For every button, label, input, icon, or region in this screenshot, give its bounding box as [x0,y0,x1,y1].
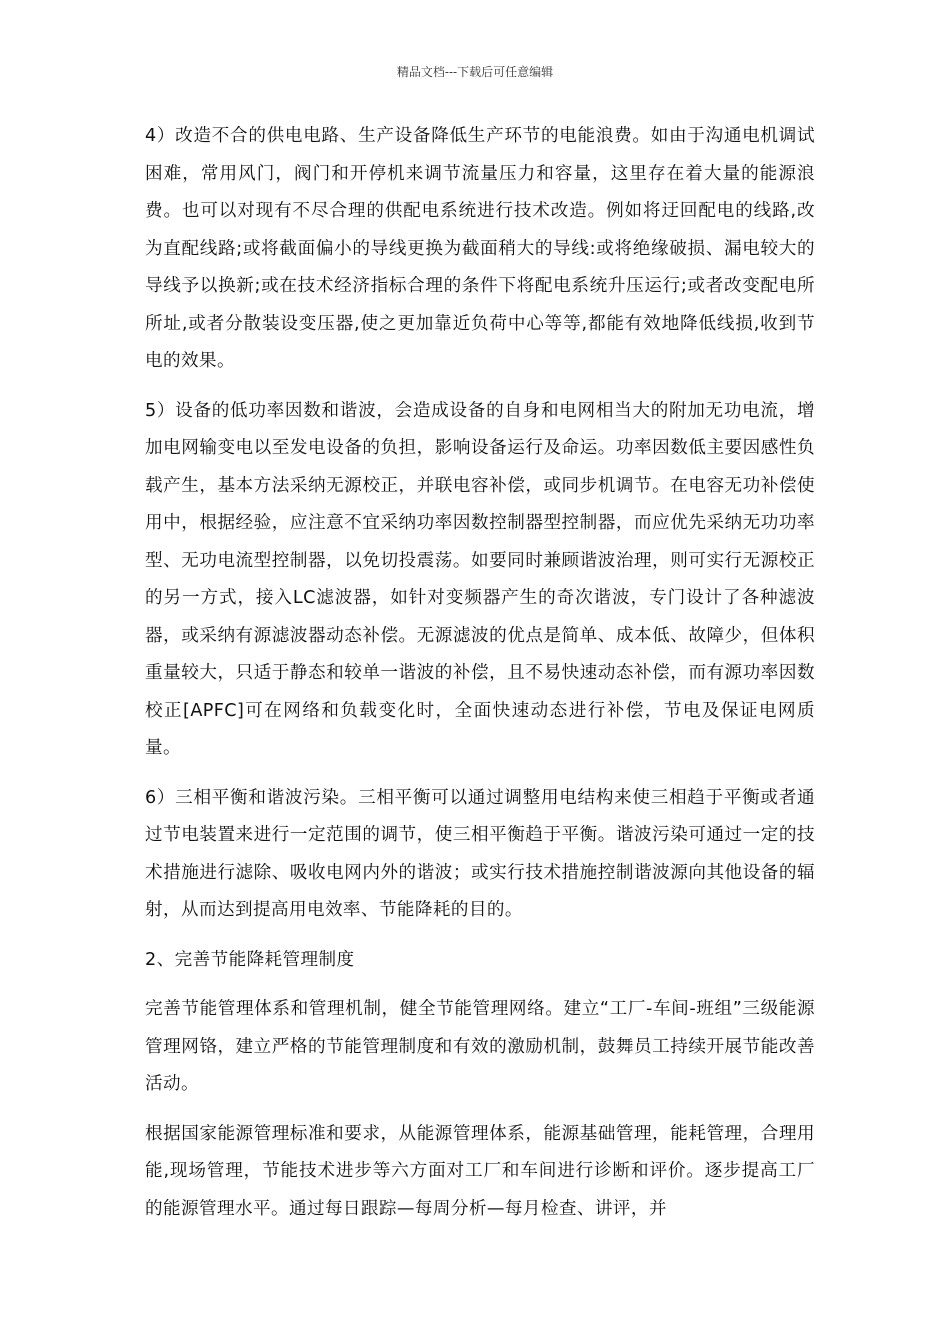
document-body [145,118,815,1240]
paragraph-management-system: 完善节能管理体系和管理机制，健全节能管理网络。建立“工厂-车间-班组”三级能源管理网铬，建立严格的节能管理制度和有效的激励机制，鼓舞员工持续开展节能改善活动。 [145,999,815,1094]
page-header: 精品文档---下载后可任意编辑 [396,65,554,79]
paragraph-item-6: 6）三相平衡和谐波污染。三相平衡可以通过调整用电结构来使三相趋于平衡或者通过节电装置来进行一定范围的调节，使三相平衡趋于平衡。谐波污染可通过一定的技术措施进行滤除、吸收电网内外的谐波；或实行技术措施控制谐波源向其他设备的辐射，从而达到提高用电效率、节能降耗的目的。 [145,787,815,920]
paragraph-item-4: 4）改造不合的供电电路、生产设备降低生产环节的电能浪费。如由于沟通电机调试困难，常用风门，阀门和开停机来调节流量压力和容量，这里存在着大量的能源浪费。也可以对现有不尽合理的供配电系统进行技术改造。例如将迂回配电的线路,改为直配线路;或将截面偏小的导线更换为截面稍大的导线:或将绝缘破损、漏电较大的导线予以换新;或在技术经济指标合理的条件下将配电系统升压运行;或者改变配电所所址,或者分散装设变压器,使之更加靠近负荷中心等等,都能有效地降低线损,收到节电的效果。 [145,126,815,371]
section-heading-2: 2、完善节能降耗管理制度 [145,949,355,970]
paragraph-item-5: 5）设备的低功率因数和谐波，会造成设备的自身和电网相当大的附加无功电流，增加电网输变电以至发电设备的负担，影响设备运行及命运。功率因数低主要因感性负载产生，基本方法采纳无源校正，并联电容补偿，或同步机调节。在电容无功补偿使用中，根据经验，应注意不宜采纳功率因数控制器型控制器，而应优先采纳无功功率型、无功电流型控制器，以免切投震荡。如要同时兼顾谐波治理，则可实行无源校正的另一方式，接入LC滤波器，如针对变频器产生的奇次谐波，专门设计了各种滤波器，或采纳有源滤波器动态补偿。无源滤波的优点是简单、成本低、故障少，但体积重量较大，只适于静态和较单一谐波的补偿，且不易快速动态补偿，而有源功率因数校正[APFC]可在网络和负载变化时，全面快速动态进行补偿，节电及保证电网质量。 [145,400,815,758]
paragraph-national-standard: 根据国家能源管理标准和要求，从能源管理体系，能源基础管理，能耗管理，合理用能,现场管理，节能技术进步等六方面对工厂和车间进行诊断和评价。逐步提高工厂的能源管理水平。通过每日跟踪—每周分析—每月检查、讲评，并 [145,1123,815,1219]
